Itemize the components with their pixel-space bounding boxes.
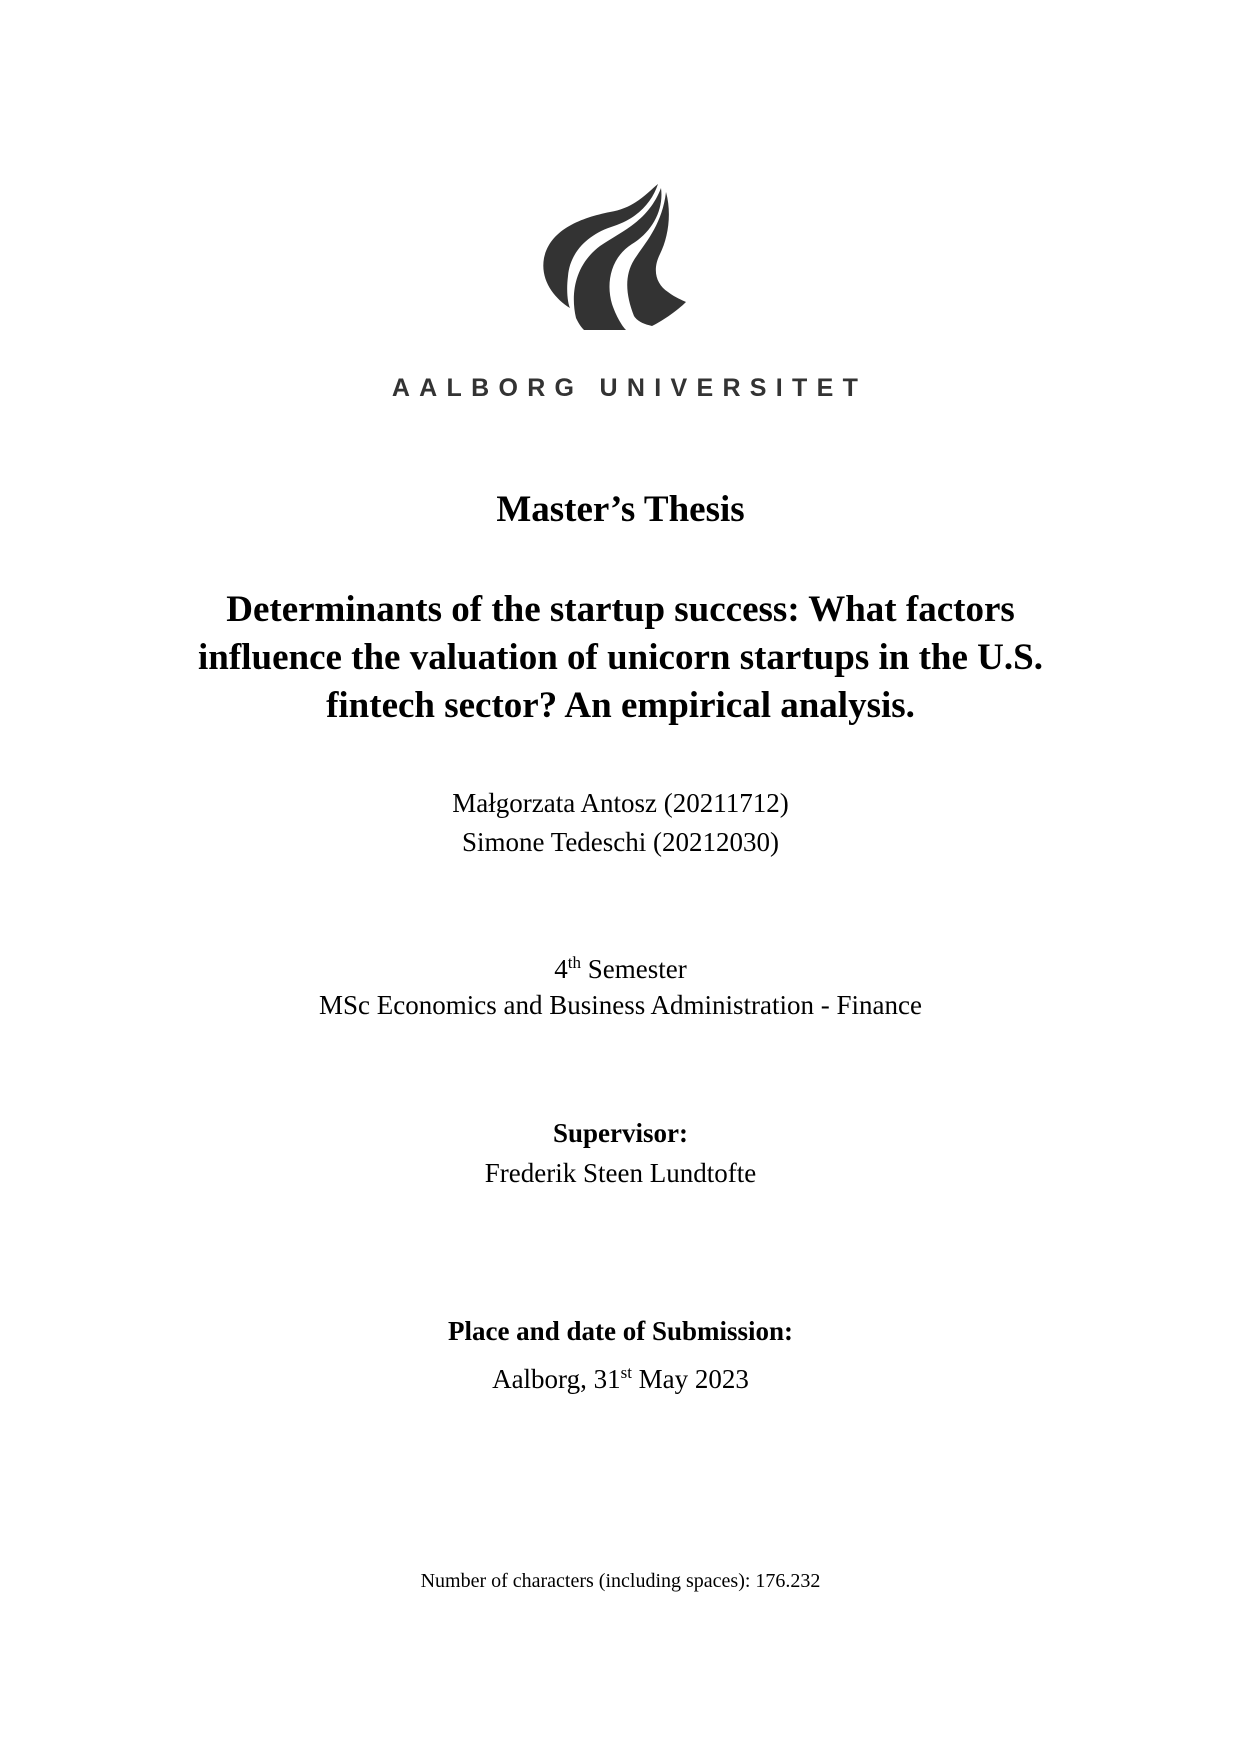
program-name: MSc Economics and Business Administration - Finance [319, 990, 922, 1020]
title-line: influence the valuation of unicorn startups in the U.S. [198, 637, 1043, 678]
aalborg-university-logo-icon [540, 180, 690, 330]
semester-number: 4 [554, 954, 568, 984]
submission-label: Place and date of Submission: [447, 1316, 794, 1346]
semester-line [0, 950, 1241, 988]
author-name: Małgorzata Antosz (20211712) [452, 788, 789, 818]
character-count: Number of characters (including spaces): 176.232 [420, 1570, 821, 1592]
submission-month-year: May 2023 [631, 1364, 749, 1394]
submission-place-day: Aalborg, 31 [492, 1364, 621, 1394]
supervisor-name: Frederik Steen Lundtofte [484, 1158, 757, 1188]
semester-word: Semester [581, 954, 687, 984]
semester-ordinal-suffix: th [567, 953, 581, 972]
submission-place-date [0, 1364, 1241, 1395]
thesis-title [0, 586, 1241, 730]
title-line: Determinants of the startup success: What factors [226, 589, 1015, 630]
day-ordinal-suffix: st [620, 1363, 632, 1382]
thesis-type-heading: Master’s Thesis [496, 489, 745, 530]
title-line: fintech sector? An empirical analysis. [326, 685, 915, 726]
authors-block [0, 784, 1241, 862]
supervisor-label: Supervisor: [553, 1118, 688, 1148]
author-name: Simone Tedeschi (20212030) [461, 827, 780, 857]
university-name: AALBORG UNIVERSITET [391, 374, 868, 402]
